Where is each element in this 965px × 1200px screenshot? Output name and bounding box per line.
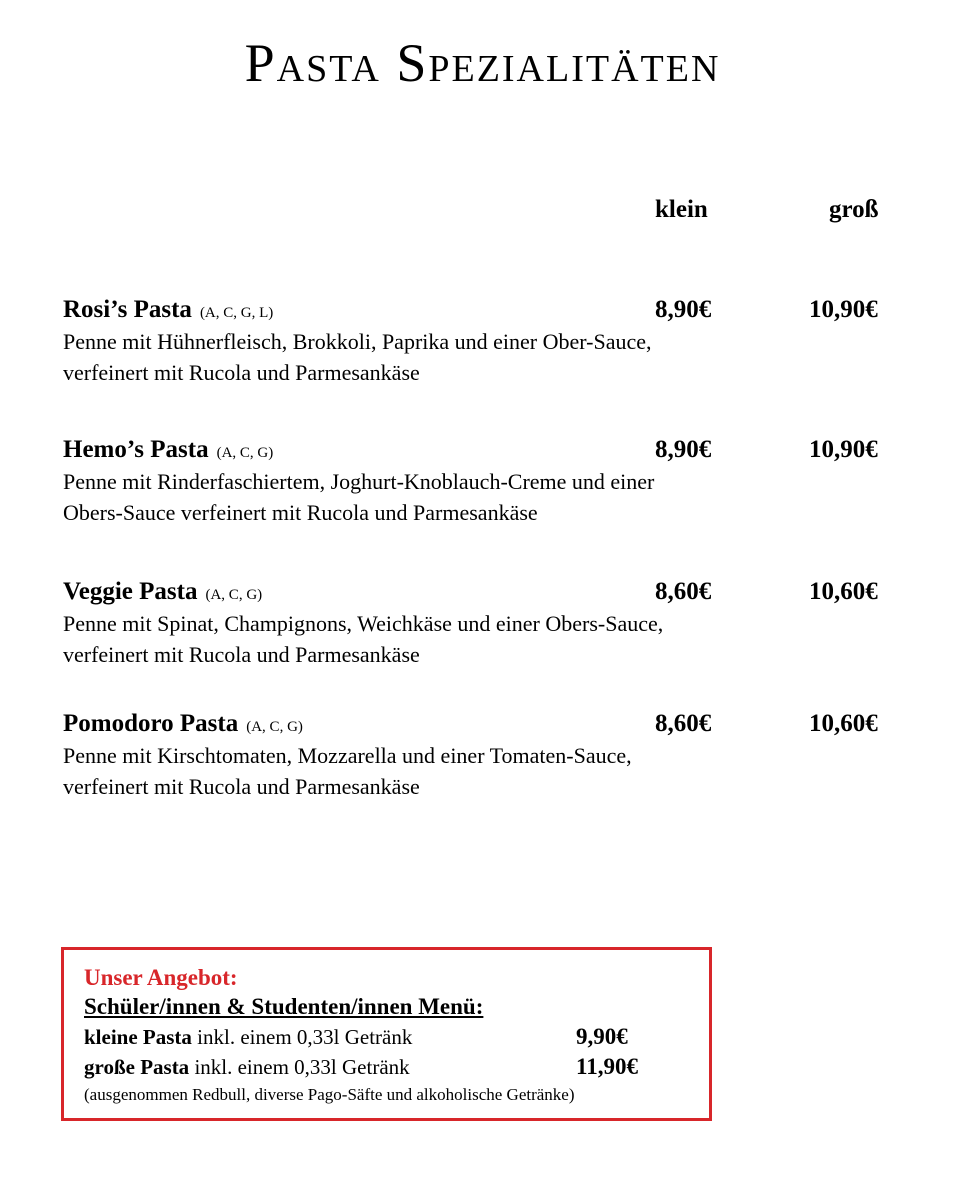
menu-item-header [63, 434, 903, 466]
menu-item-allergens: (A, C, G) [246, 719, 303, 735]
menu-item-price-large: 10,60€ [809, 578, 878, 605]
menu-item-description-line: Penne mit Kirschtomaten, Mozzarella und einer Tomaten-Sauce, [63, 743, 632, 768]
menu-item-price-large: 10,90€ [809, 296, 878, 323]
menu-item-header [63, 576, 903, 608]
menu-item [63, 708, 903, 802]
offer-row-label-bold: kleine Pasta [84, 1025, 192, 1049]
menu-item [63, 576, 903, 670]
offer-row [84, 1022, 691, 1052]
offer-title: Unser Angebot: [84, 965, 238, 990]
menu-item-name: Rosi’s Pasta [63, 296, 192, 323]
menu-item-price-large: 10,90€ [809, 436, 878, 463]
menu-item-description-line: Penne mit Rinderfaschiertem, Joghurt-Knoblauch-Creme und einer [63, 469, 655, 494]
menu-item-allergens: (A, C, G, L) [199, 305, 274, 321]
menu-item-description-line: verfeinert mit Rucola und Parmesankäse [63, 360, 420, 385]
menu-item-header [63, 708, 903, 740]
menu-item-description-line: Obers-Sauce verfeinert mit Rucola und Parmesankäse [63, 500, 538, 525]
offer-row-label: inkl. einem 0,33l Getränk [191, 1025, 413, 1049]
offer-row-label: inkl. einem 0,33l Getränk [189, 1055, 410, 1079]
menu-item-price-small: 8,90€ [655, 296, 712, 323]
menu-item [63, 434, 903, 528]
menu-item-description-line: Penne mit Hühnerfleisch, Brokkoli, Paprika und einer Ober-Sauce, [63, 329, 652, 354]
offer-row [84, 1052, 691, 1082]
offer-note: (ausgenommen Redbull, diverse Pago-Säfte und alkoholische Getränke) [84, 1085, 575, 1104]
offer-row-price: 9,90€ [576, 1024, 628, 1049]
menu-item-header [63, 294, 903, 326]
menu-item-description-line: verfeinert mit Rucola und Parmesankäse [63, 774, 420, 799]
column-header-large: groß [829, 196, 879, 223]
menu-item-name: Hemo’s Pasta [63, 436, 209, 463]
menu-item-name: Veggie Pasta [63, 578, 198, 605]
page-title: Pasta Spezialitäten [244, 33, 721, 93]
menu-item-description-line: verfeinert mit Rucola und Parmesankäse [63, 642, 420, 667]
menu-item-price-small: 8,60€ [655, 578, 712, 605]
column-header-small: klein [655, 196, 708, 223]
menu-item-description [63, 740, 903, 802]
menu-item [63, 294, 903, 388]
offer-subtitle: Schüler/innen & Studenten/innen Menü: [84, 994, 484, 1019]
menu-item-description [63, 326, 903, 388]
menu-item-name: Pomodoro Pasta [63, 710, 239, 737]
menu-item-price-small: 8,60€ [655, 710, 712, 737]
offer-row-price: 11,90€ [576, 1054, 638, 1079]
menu-item-description-line: Penne mit Spinat, Champignons, Weichkäse und einer Obers-Sauce, [63, 611, 664, 636]
offer-box [61, 947, 712, 1121]
menu-item-price-small: 8,90€ [655, 436, 712, 463]
menu-item-description [63, 466, 903, 528]
menu-item-allergens: (A, C, G) [216, 445, 274, 461]
menu-item-price-large: 10,60€ [809, 710, 878, 737]
menu-item-allergens: (A, C, G) [205, 587, 263, 603]
menu-item-description [63, 608, 903, 670]
offer-row-label-bold: große Pasta [84, 1055, 190, 1079]
